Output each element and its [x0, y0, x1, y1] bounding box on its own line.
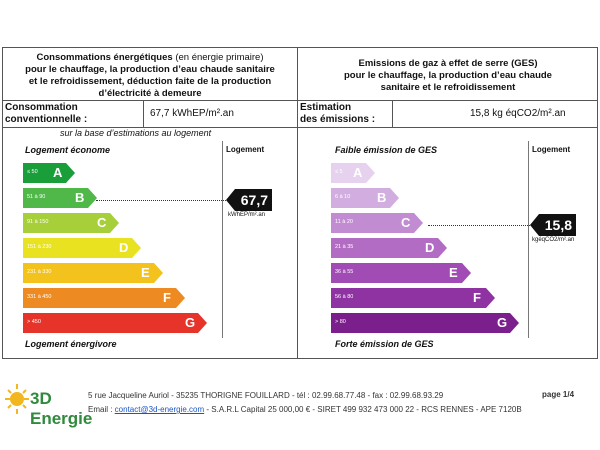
ges-class-bar-e: [331, 263, 471, 283]
footer-address: 5 rue Jacqueline Auriol - 35235 THORIGNE FOUILLARD - tél : 02.99.68.77.48 - fax : 02.99.68.93.29: [88, 391, 444, 400]
energy-class-bar-b: [23, 188, 97, 208]
center-divider: [297, 47, 298, 359]
ges-row-label: [300, 102, 375, 126]
energy-header-line: et le refroidissement, déduction faite de la production: [28, 76, 272, 87]
footer-legal: [88, 405, 522, 414]
energy-class-letter: E: [141, 265, 150, 280]
ges-row-label-line: Estimation: [300, 102, 352, 113]
energy-class-bar-f: [23, 288, 185, 308]
ges-class-letter: C: [401, 215, 411, 230]
left-header-divider: [2, 100, 298, 101]
ges-class-letter: D: [425, 240, 435, 255]
ges-header-line: pour le chauffage, la production d’eau chaude: [344, 70, 552, 81]
ges-class-marker: [530, 214, 576, 236]
ges-emission-value: 15,8 kg éqCO2/m².an: [470, 108, 566, 119]
ges-class-bar-d: [331, 238, 447, 258]
energy-class-letter: D: [119, 240, 129, 255]
ges-class-range: 11 à 20: [335, 219, 353, 225]
energy-class-bar-e: [23, 263, 163, 283]
energy-consumption-value: 67,7 kWhEP/m².an: [150, 108, 234, 119]
energy-class-letter: A: [53, 165, 63, 180]
ges-class-range: 21 à 35: [335, 244, 354, 250]
ges-class-letter: G: [497, 315, 508, 330]
ges-class-bar-a: [331, 163, 375, 183]
energy-class-bar-a: [23, 163, 75, 183]
ges-header: [300, 58, 596, 94]
ges-marker-value: 15,8: [544, 217, 572, 233]
energy-class-range: 151 à 230: [27, 244, 52, 250]
footer-company-info: - S.A.R.L Capital 25 000,00 € - SIRET 499 932 473 000 22 - RCS RENNES - APE 7120B: [204, 405, 522, 414]
ges-scale-bottom-title: Forte émission de GES: [335, 339, 434, 349]
ges-class-range: 6 à 10: [335, 194, 351, 200]
ges-class-range: ≤ 5: [335, 169, 343, 175]
ges-class-bar-b: [331, 188, 399, 208]
footer-email-label: Email :: [88, 405, 115, 414]
energy-header-line: pour le chauffage, la production d’eau chaude sanitaire: [25, 64, 275, 75]
ges-class-bar-c: [331, 213, 423, 233]
ges-scale-top-title: Faible émission de GES: [335, 145, 438, 155]
energy-header-title: Consommations énergétiques: [36, 52, 173, 63]
ges-class-range: > 80: [335, 319, 346, 325]
energy-row-separator: [143, 100, 144, 128]
company-name: 3D Energie: [30, 389, 93, 428]
energy-class-range: ≤ 50: [27, 169, 38, 175]
sun-logo-icon: [4, 382, 30, 416]
footer-email-link[interactable]: contact@3d-energie.com: [114, 405, 205, 414]
company-logo: [4, 378, 94, 428]
energy-class-bar-d: [23, 238, 141, 258]
energy-header-subtitle: (en énergie primaire): [172, 52, 264, 63]
energy-class-letter: F: [163, 290, 171, 305]
energy-header: [4, 52, 296, 100]
ges-column-header: Logement: [532, 145, 571, 154]
energy-class-letter: G: [185, 315, 196, 330]
energy-class-range: 51 à 90: [27, 194, 46, 200]
ges-marker-unit: kgéqCO2/m².an: [532, 237, 575, 243]
energy-row-label: [5, 102, 87, 126]
ges-class-range: 36 à 55: [335, 269, 354, 275]
energy-class-range: > 450: [27, 319, 41, 325]
energy-class-bar-c: [23, 213, 119, 233]
page-number: page 1/4: [542, 390, 575, 399]
ges-class-range: 56 à 80: [335, 294, 354, 300]
energy-class-letter: C: [97, 215, 107, 230]
energy-class-letter: B: [75, 190, 85, 205]
ges-row-separator: [392, 100, 393, 128]
energy-class-range: 331 à 450: [27, 294, 52, 300]
energy-marker-unit: kWhEP/m².an: [228, 212, 266, 218]
ges-class-letter: B: [377, 190, 387, 205]
ges-class-letter: A: [353, 165, 363, 180]
right-row-divider: [297, 127, 598, 128]
energy-class-bar-g: [23, 313, 207, 333]
energy-row-label-line: conventionnelle :: [5, 114, 88, 125]
ges-class-letter: F: [473, 290, 481, 305]
ges-row-label-line: des émissions :: [300, 114, 376, 125]
right-header-divider: [297, 100, 598, 101]
ges-header-line: sanitaire et le refroidissement: [380, 82, 516, 93]
energy-class-range: 231 à 330: [27, 269, 52, 275]
ges-class-bar-shape: [331, 313, 519, 333]
energy-class-marker: [226, 189, 272, 211]
energy-header-line: d’électricité à demeure: [98, 88, 202, 99]
ges-column-line: [528, 141, 529, 338]
energy-class-range: 91 à 150: [27, 219, 49, 225]
energy-scale-top-title: Logement économe: [25, 145, 111, 155]
energy-class-bar-shape: [23, 313, 207, 333]
ges-class-bar-f: [331, 288, 495, 308]
ges-class-bar-shape: [331, 288, 495, 308]
estimation-note: sur la base d’estimations au logement: [60, 128, 212, 138]
energy-scale-bottom-title: Logement énergivore: [25, 339, 117, 349]
energy-column-header: Logement: [226, 145, 265, 154]
energy-marker-leader: [96, 200, 228, 201]
ges-class-bar-g: [331, 313, 519, 333]
energy-column-line: [222, 141, 223, 338]
ges-class-letter: E: [449, 265, 458, 280]
ges-header-line: Emissions de gaz à effet de serre (GES): [358, 58, 538, 69]
ges-marker-leader: [428, 225, 532, 226]
energy-row-label-line: Consommation: [5, 102, 78, 113]
energy-marker-value: 67,7: [240, 192, 268, 208]
